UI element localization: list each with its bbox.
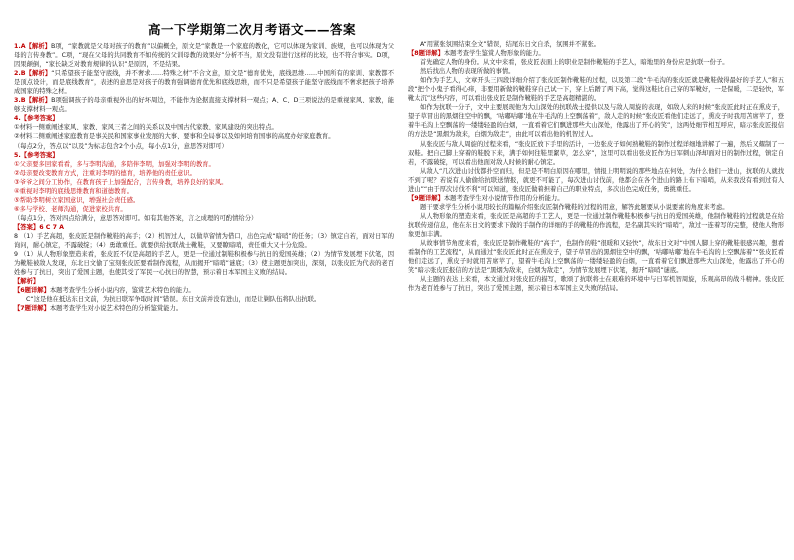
answer-text: 题干要求学生分析小说用较长的篇幅介绍张皮匠制作靴鞋的过程的用意，解答此题要从小说要素的角度来考虑。: [420, 203, 729, 211]
answer-text: 本题考查学生对小说情节作用的分析能力。: [443, 194, 564, 202]
answer-paragraph: [14, 123, 394, 132]
answer-text: 本题考查学生鉴赏人物形象的能力。: [443, 50, 545, 58]
answer-text: （每点1分，答对四点给满分，意思答对即可。如有其他答案，言之成理的可酌情给分）: [14, 214, 258, 222]
section-label: 【7题详解】: [14, 305, 50, 313]
answer-paragraph: [408, 67, 784, 76]
answer-paragraph: [14, 214, 394, 223]
answer-paragraph: [408, 140, 784, 167]
answer-paragraph: [408, 76, 784, 103]
answer-text: ⑥多与学校、老师沟通，促进家校共育。: [14, 205, 127, 213]
section-label: 5.【参考答案】: [14, 151, 59, 159]
answer-paragraph: [14, 178, 394, 187]
answer-text: B项，“家教就是父母对孩子的教育”以偏概全，原文是“家教是一个家庭的教化，它可以体现为家训、族规，也可以体现为父母的言传身教”。C项，“现在父母的共同教育不如传统的父训母教的效果好”分析不当，原文没有进行这样的比较，也不符合事实。D项，因果颠倒，“家长缺乏对教育规律的认识”是原因，不是结果。: [14, 43, 394, 69]
section-label: 【6题详解】: [14, 287, 50, 295]
answer-text: 从张皮匠与敌人周旋的过程来看，“张皮匠放下手里的活计，一边张皮子如何熟靴鞋的制作过程详细地讲解了一遍，然后又耀制了一双鞋。把自己脚上穿着的鞋脱下来，满手如何往鞋里絮草，怎么穿”，这里可以看出张皮匠作为日军刺山泽却面对日的制作过程，镇定自若，不露破绽，可以看出他面对敌人时候的耐心镇定。: [408, 140, 784, 166]
answer-paragraph: [408, 194, 784, 203]
answer-text: 9 （1）从人物形象塑造来看，张皮匠不仅是高超的手艺人，更是一位通过制鞋积极参与抗日的爱国英雄；（2）为情节发展埋下伏笔，因为靴鞋被敌人发现，东北日文偷了宝刻张皮匠要看制作流程，从而揭开“暗哨”谜底；（3）使主题更加突出，深刻，以张皮匠为代表的老百姓参与了抗日，突出了爱国主题，也使其受了军民一心抗日的智慧，预示着日本军国主义败的结局。: [14, 251, 394, 277]
answer-paragraph: [14, 96, 394, 114]
answer-paragraph: [14, 42, 394, 69]
section-label: 4.【参考答案】: [14, 115, 59, 123]
answer-text: A“用紧张氛围结束全文”错误，结尾东日文自杀，氛围并不紧张。: [420, 41, 601, 48]
answer-text: C“这是他在抵达东日文前，为抗日联军争取时间”错误。东日文前并没有进山，而是让剿队伍将队出抗联。: [26, 296, 321, 304]
answer-text: 首先确定人物的身份。从文中来看，张皮匠表面上的职业是制作靴鞋的手艺人，暗地里的身份应是抗联一份子。: [420, 59, 729, 67]
answer-text: ②材料二侧重阐述家庭教育是事关民和国家事业发展的大事、要事和全局事以及如何培育国事的高度办好家庭教育。: [14, 133, 335, 141]
section-label: 【8题详解】: [408, 50, 444, 58]
section-label: 【答案】6 C 7 A: [14, 223, 65, 231]
answer-paragraph: [408, 203, 784, 212]
answer-paragraph: [14, 196, 394, 205]
answer-paragraph: [14, 187, 394, 196]
answer-paragraph: [408, 58, 784, 67]
right-column: [408, 40, 784, 293]
left-column: [14, 42, 394, 313]
answer-paragraph: [14, 142, 394, 151]
answer-paragraph: [14, 160, 394, 169]
section-label: 【解析】: [14, 278, 40, 286]
answer-text: ③爷爷之间分工协作，在教育孩子上加强配合，言传身教，培养良好的家风。: [14, 178, 228, 186]
answer-paragraph: [408, 103, 784, 139]
answer-paragraph: [14, 223, 394, 232]
answer-text: 从主题的表达上来看，本文通过对张皮匠的描写，歌颂了抗联将士在艰难的环境中与日军机智周旋，乐观高昂的战斗精神。张皮匠作为老百姓参与了抗日，突出了爱国主题，预示着日本军国主义失败的结局。: [408, 276, 784, 293]
answer-text: 8 （1）手艺高超，张皮匠是制作靴鞋的高手；（2）机智过人，以做草留情为借口，出色完成“暗哨”的任务；（3）镇定自若，面对日军的询问，耐心镇定，不露破绽；（4）勇敢重任。就要供给抗联战士靴鞋，又要瞭暗哨，责任重大又十分危险。: [14, 232, 394, 250]
answer-paragraph: [14, 232, 394, 250]
answer-paragraph: [14, 69, 394, 96]
page-title: 高一下学期第二次月考语文——答案: [148, 22, 357, 37]
answer-paragraph: [14, 304, 394, 313]
answer-text: 从敌人“几次进山讨伐都扑空而归，但是是不明白原因在哪里，情报上明明说的那些地点在何处，为什么他们一进山，抗联的人就找不到了呢？若说有人偷偷给抗联送情报，就更不可能了，每次进山讨伐前，他都会在各个进山的路上布下暗哨，从来我没有看到过有人进山”“由于厚次讨伐不利”可以知道，张皮匠做着担着自己的职业特点，多次出色完成任务，勇挑重任。: [408, 167, 784, 193]
answer-text: ②母亲要改变教育方式，注重对李明的德育，培养他的责任意识。: [14, 169, 196, 177]
answer-text: 如作为抗联一分子，文中主要展现他为大山深处的抗联战士提供以及与敌人周旋的表现，如敌人来的时候“张皮匠此时正在熏皮子，望子草冒出的黑烟往空中的飘，‘咕嘟咕嘟’地在牛毛沟的上空飘荡着”，敌人走的时候“张皮匠看他们走远了，熏皮子时我用苫席苹了，登着牛毛沟上空飘荡的一缕缕轻盈的白烟，一直看着它们飘进那些大山深处，他露出了开心的笑”，这两处细节相互呼应，暗示张皮匠报信的方法是“黑烟为敌来，白烟为敌走”，由此可以看出他的机智过人。: [408, 104, 784, 139]
answer-paragraph: [408, 239, 784, 275]
answer-paragraph: [14, 114, 394, 123]
answer-text: 然后找出人物的表现所做的事情。: [420, 68, 515, 76]
section-label: 【9题详解】: [408, 194, 444, 202]
answer-text: ①材料一侧重阐述家风、家教、家风三者之间的关系以及中国古代家教、家风建设的突出特点。: [14, 124, 278, 132]
answer-paragraph: [408, 40, 784, 49]
answer-text: 从故事情节角度来看，张皮匠是制作靴鞋的“高手”，也制作的鞋“很暖和又轻快”，故东日文对“中国人脚上穿的靴鞋很感兴趣，想看看制作的工艺流程”，从而通过“张皮匠此时正在熏皮子，望子草冒出的黑烟往空中的飘，‘咕嘟咕嘟’地在牛毛沟的上空飘荡着”“张皮匠看他们走远了，熏皮子时就用苫席苹了，望着牛毛沟上空飘荡的一缕缕轻盈的白烟，一直看着它们飘进那些大山深处，他露出了开心的笑”暗示张皮匠报信的方法是“黑烟为敌来，白烟为敌走”，为情节发展埋下伏笔，揭开“暗哨”谜底。: [408, 240, 784, 275]
answer-paragraph: [408, 275, 784, 293]
section-label: 2.B【解析】: [14, 70, 52, 78]
answer-paragraph: [408, 167, 784, 194]
answer-text: 如作为手艺人，文章开头三四段详细介绍了张皮匠制作靴鞋的过程，以及第二段“牛毛沟的张皮匠就是靴鞋做得最好的手艺人”和五段“把个小鬼子看得心痒，非要用新做的靴鞋穿自己试一下，穿上后蹭了两下高，觉得这鞋比自己穿的军靴好，一是保暖，二是轻快，军靴太沉”这些内容，可以看出张皮匠是制作靴鞋的手艺是高超精湛的。: [408, 77, 784, 103]
answer-text: 本题考查学生分析小说内容，鉴赏艺术特色的能力。: [49, 287, 195, 295]
answer-paragraph: [14, 205, 394, 214]
answer-text: ④重视对李明的底线思维教育和道德教育。: [14, 187, 133, 195]
answer-text: 从人物形象的塑造来看，张皮匠是高超的手工艺人，更是一位通过制作靴鞋积极参与抗日的爱国英雄，他制作靴鞋的过程就是在给抗联传递信息，他在东日文的要求下做的手制作的详细的手的靴鞋的作流程，是名副其实的“暗哨”，敌过一连着写的完整，使他人物形象更加丰满。: [408, 212, 784, 238]
answer-paragraph: [14, 151, 394, 160]
answer-text: B项强调孩子的母亲重视外出的好坏周边，不能作为论据直接支撑材料一观点；A、C、D三项说法的是重视家风、家教，能够支撑材料一观点。: [14, 97, 394, 114]
section-label: 3.B【解析】: [14, 97, 52, 105]
answer-text: “只希望孩子能坚守底线，并不奢求……特殊之材”不合文意，原文是“德育优先，底线思维……中国所有的家训、家教都不是顶点设计，而是底线教育”，表述的意思是对孩子的教育强调德育优先和底线思维，而不只是希望孩子能坚守底线而不奢求把孩子培养成国家的特殊之材。: [14, 70, 394, 96]
answer-paragraph: [14, 295, 394, 304]
answer-paragraph: [14, 277, 394, 286]
section-label: 1.A【解析】: [14, 43, 51, 50]
answer-paragraph: [14, 132, 394, 141]
answer-text: ①父亲要多回家看看，多与李明沟通，多陪伴李明，加强对李明的教育。: [14, 160, 215, 168]
answer-text: ⑤帮助李明树立家国意识，增强社会责任感。: [14, 196, 140, 204]
answer-paragraph: [14, 286, 394, 295]
answer-text: （每点2分，答点以“以及”为标志包含2个小点，每小点1分，意思答对即可）: [14, 142, 228, 150]
answer-paragraph: [14, 250, 394, 277]
answer-text: 本题考查学生对小说艺术特色的分析鉴赏能力。: [49, 305, 183, 313]
answer-paragraph: [408, 212, 784, 239]
answer-paragraph: [408, 49, 784, 58]
answer-paragraph: [14, 169, 394, 178]
